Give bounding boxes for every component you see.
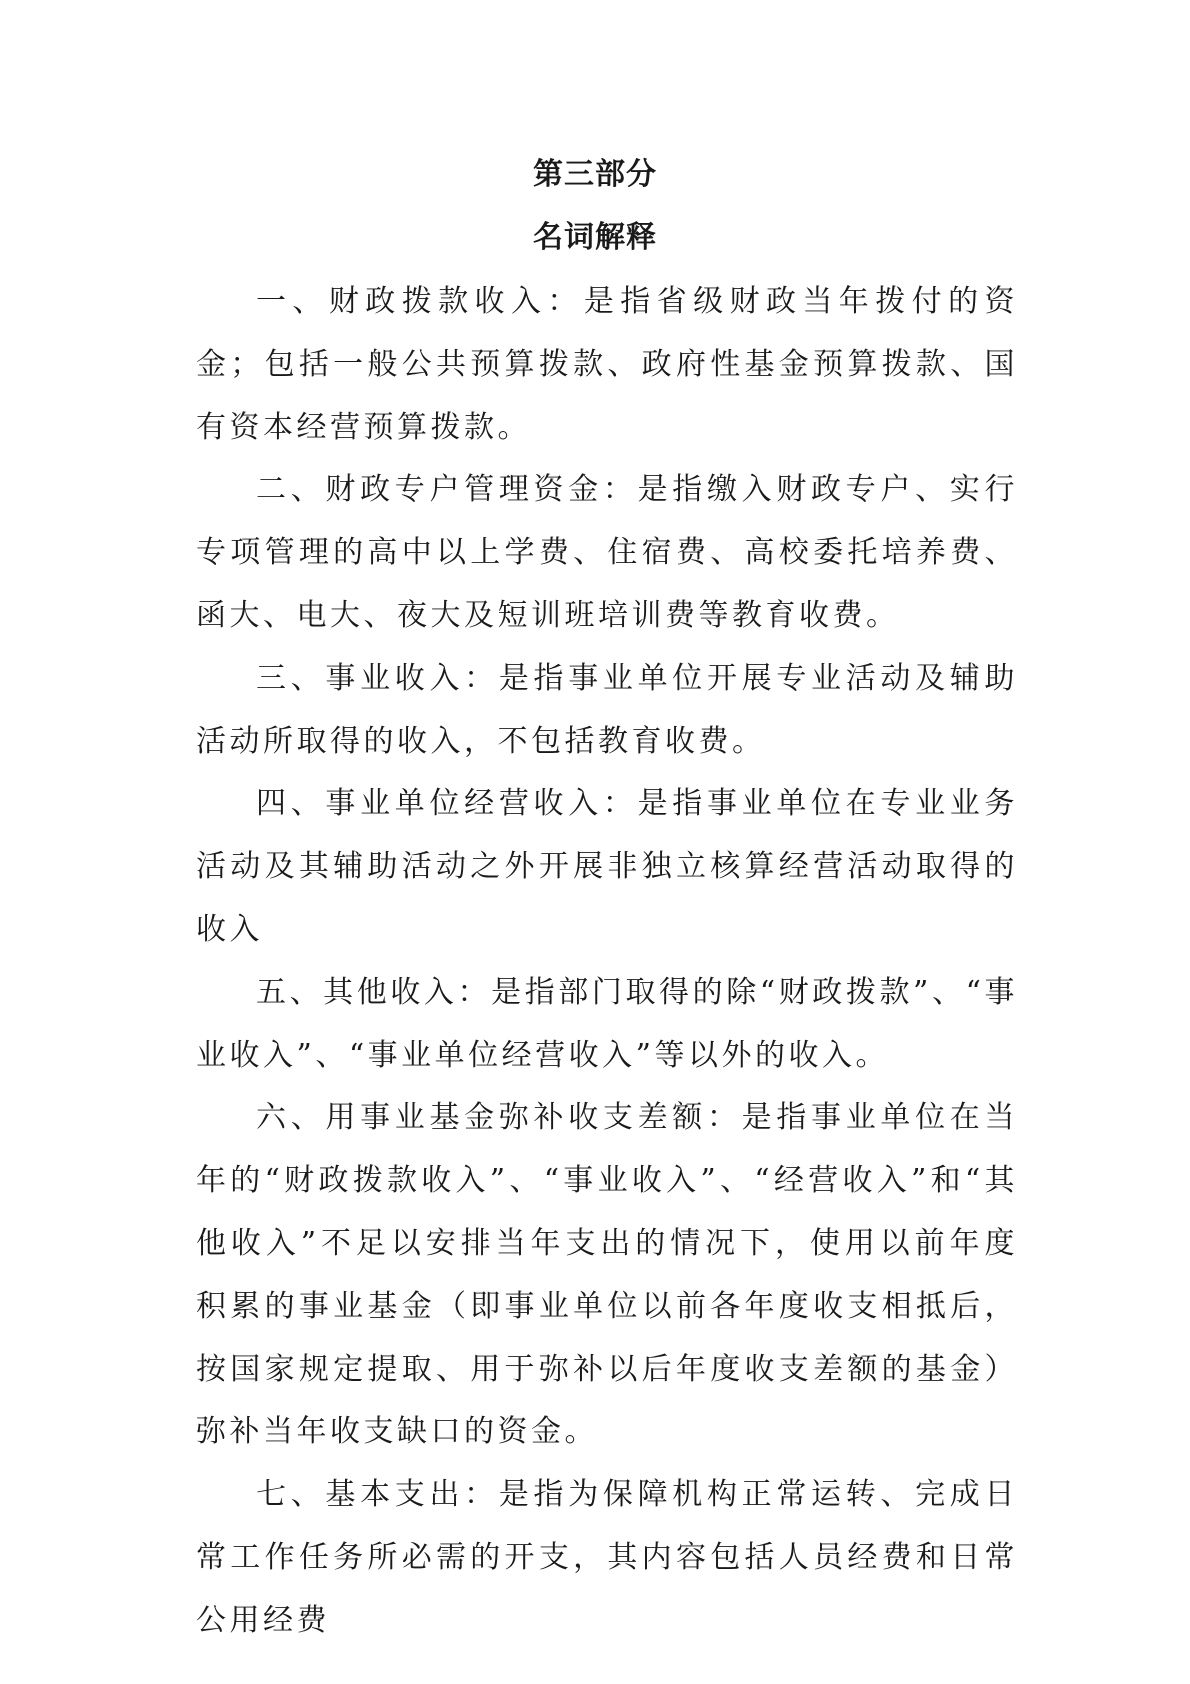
section-title: 第三部分 [533,157,657,192]
paragraph-other-income: 五、其他收入：是指部门取得的除“财政拨款”、“事业收入”、“事业单位经营收入”等以外的收入。 [196,974,1018,1073]
paragraph-operating-income: 四、事业单位经营收入：是指事业单位在专业业务活动及其辅助活动之外开展非独立核算经营活动取得的收入 [196,786,1018,947]
section-subtitle: 名词解释 [533,220,657,255]
document-body [196,271,1018,1653]
paragraph-fiscal-appropriation-income: 一、财政拨款收入：是指省级财政当年拨付的资金；包括一般公共预算拨款、政府性基金预算拨款、国有资本经营预算拨款。 [196,284,1018,445]
paragraph-business-income: 三、事业收入：是指事业单位开展专业活动及辅助活动所取得的收入，不包括教育收费。 [196,660,1018,759]
paragraph-basic-expenditure: 七、基本支出：是指为保障机构正常运转、完成日常工作任务所必需的开支，其内容包括人员经费和日常公用经费 [196,1477,1018,1638]
paragraph-fund-balance-offset: 六、用事业基金弥补收支差额：是指事业单位在当年的“财政拨款收入”、“事业收入”、“经营收入”和“其他收入”不足以安排当年支出的情况下，使用以前年度积累的事业基金（即事业单位以前各年度收支相抵后，按国家规定提取、用于弥补以后年度收支差额的基金）弥补当年收支缺口的资金。 [196,1100,1018,1450]
paragraph-special-account-funds: 二、财政专户管理资金：是指缴入财政专户、实行专项管理的高中以上学费、住宿费、高校委托培养费、函大、电大、夜大及短训班培训费等教育收费。 [196,472,1018,633]
